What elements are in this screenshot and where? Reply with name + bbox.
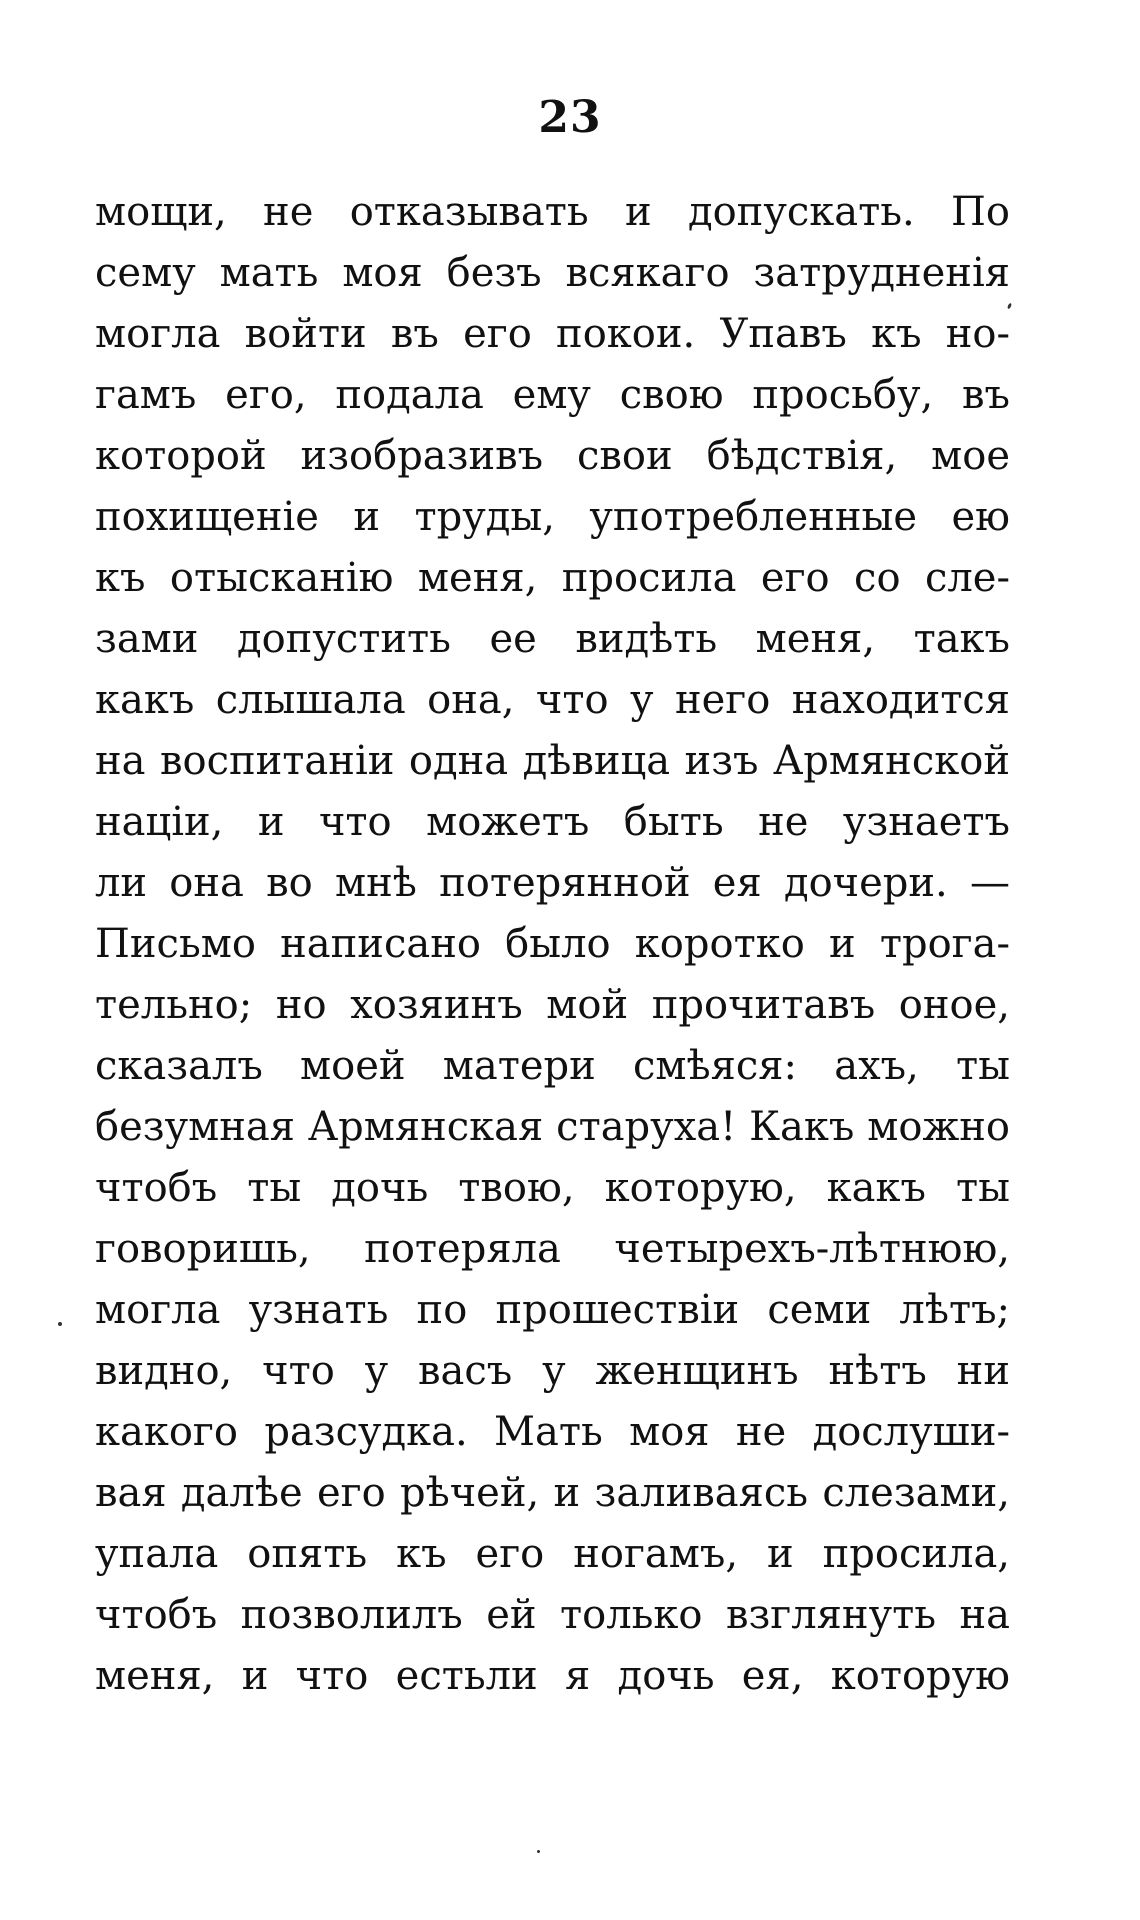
text-line: чтобъ ты дочь твою, которую, какъ ты: [95, 1165, 1010, 1211]
text-line: упала опять къ его ногамъ, и просила,: [95, 1531, 1010, 1577]
ink-speck: [1007, 303, 1012, 310]
text-line: сему мать моя безъ всякаго затрудненія: [95, 250, 1010, 296]
text-line: меня, и что естьли я дочь ея, которую: [95, 1653, 1010, 1699]
text-line: тельно; но хозяинъ мой прочитавъ оное,: [95, 982, 1010, 1028]
text-line: безумная Армянская старуха! Какъ можно: [95, 1104, 1010, 1150]
text-line: націи, и что можетъ быть не узнаетъ: [95, 799, 1010, 845]
text-line: которой изобразивъ свои бѣдствія, мое: [95, 433, 1010, 479]
text-line: гамъ его, подала ему свою просьбу, въ: [95, 372, 1010, 418]
text-line: къ отысканію меня, просила его со сле-: [95, 555, 1010, 601]
text-line: сказалъ моей матери смѣяся: ахъ, ты: [95, 1043, 1010, 1089]
text-line: могла войти въ его покои. Упавъ къ но-: [95, 311, 1010, 357]
text-line: Письмо написано было коротко и трога-: [95, 921, 1010, 967]
text-line: говоришь, потеряла четырехъ-лѣтнюю,: [95, 1226, 1010, 1272]
text-line: какого разсудка. Мать моя не дослуши-: [95, 1409, 1010, 1455]
body-text: [95, 182, 1010, 1707]
text-line: какъ слышала она, что у него находится: [95, 677, 1010, 723]
ink-speck: [537, 1850, 540, 1853]
text-line: ли она во мнѣ потерянной ея дочери. —: [95, 860, 1010, 906]
ink-speck: [58, 1322, 62, 1326]
text-line: вая далѣе его рѣчей, и заливаясь слезами,: [95, 1470, 1010, 1516]
text-line: чтобъ позволилъ ей только взглянуть на: [95, 1592, 1010, 1638]
text-line: видно, что у васъ у женщинъ нѣтъ ни: [95, 1348, 1010, 1394]
text-line: похищеніе и труды, употребленные ею: [95, 494, 1010, 540]
text-line: на воспитаніи одна дѣвица изъ Армянской: [95, 738, 1010, 784]
text-line: мощи, не отказывать и допускать. По: [95, 189, 1010, 235]
page-number: 23: [538, 92, 602, 143]
text-line: зами допустить ее видѣть меня, такъ: [95, 616, 1010, 662]
text-line: могла узнать по прошествіи семи лѣтъ;: [95, 1287, 1010, 1333]
